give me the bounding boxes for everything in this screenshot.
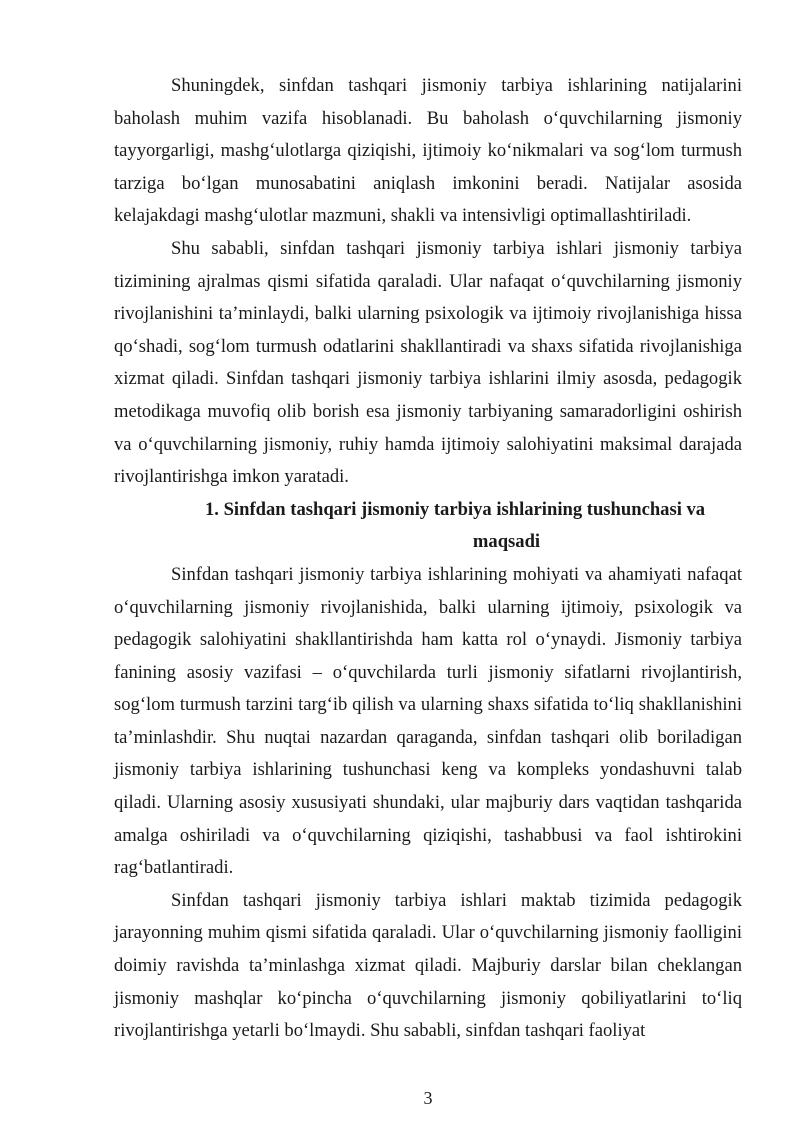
document-page [114,70,742,1048]
section-heading-line2: maqsadi [472,531,541,553]
paragraph-school-system: Sinfdan tashqari jismoniy tarbiya ishlari maktab tizimida pedagogik jarayonning muhim qismi sifatida qaraladi. Ular o‘quvchilarning jismoniy faolligini doimiy ravishda ta’minlashga xizmat qiladi. Majburiy darslar bilan cheklangan jismoniy mashqlar ko‘pincha o‘quvchilarning jismoniy qobiliyatlarini to‘liq rivojlantirishga yetarli bo‘lmaydi. Shu sababli, sinfdan tashqari faoliyat [114,889,742,1042]
page-number: 3 [423,1088,433,1108]
section-heading-line1: 1. Sinfdan tashqari jismoniy tarbiya ishlarining tushunchasi va [205,498,706,520]
section-heading [114,494,742,559]
paragraph-essence: Sinfdan tashqari jismoniy tarbiya ishlarining mohiyati va ahamiyati nafaqat o‘quvchilarning jismoniy rivojlanishida, balki ularning ijtimoiy, psixologik va pedagogik salohiyatini shakllantirishda ham katta rol o‘ynaydi. Jismoniy tarbiya fanining asosiy vazifasi – o‘quvchilarda turli jismoniy sifatlarni rivojlantirish, sog‘lom turmush tarzini targ‘ib qilish va ularning shaxs sifatida to‘liq shakllanishini ta’minlashdir. Shu nuqtai nazardan qaraganda, sinfdan tashqari olib boriladigan jismoniy tarbiya ishlarining tushunchasi keng va kompleks yondashuvni talab qiladi. Ularning asosiy xususiyati shundaki, ular majburiy dars vaqtidan tashqarida amalga oshiriladi va o‘quvchilarning qiziqishi, tashabbusi va faol ishtirokini rag‘batlantiradi. [114,563,742,879]
paragraph-evaluation: Shuningdek, sinfdan tashqari jismoniy tarbiya ishlarining natijalarini baholash muhim vazifa hisoblanadi. Bu baholash o‘quvchilarning jismoniy tayyorgarligi, mashg‘ulotlarga qiziqishi, ijtimoiy ko‘nikmalari va sog‘lom turmush tarziga bo‘lgan munosabatini aniqlash imkonini beradi. Natijalar asosida kelajakdagi mashg‘ulotlar mazmuni, shakli va intensivligi optimallashtiriladi. [114,75,742,227]
paragraph-conclusion: Shu sababli, sinfdan tashqari jismoniy tarbiya ishlari jismoniy tarbiya tizimining ajralmas qismi sifatida qaraladi. Ular nafaqat o‘quvchilarning jismoniy rivojlanishini ta’minlaydi, balki ularning psixologik va ijtimoiy rivojlanishiga hissa qo‘shadi, sog‘lom turmush odatlarini shakllantiradi va shaxs sifatida rivojlanishiga xizmat qiladi. Sinfdan tashqari jismoniy tarbiya ishlarini ilmiy asosda, pedagogik metodikaga muvofiq olib borish esa jismoniy tarbiyaning samaradorligini oshirish va o‘quvchilarning jismoniy, ruhiy hamda ijtimoiy salohiyatini maksimal darajada rivojlantirishga imkon yaratadi. [114,237,742,488]
